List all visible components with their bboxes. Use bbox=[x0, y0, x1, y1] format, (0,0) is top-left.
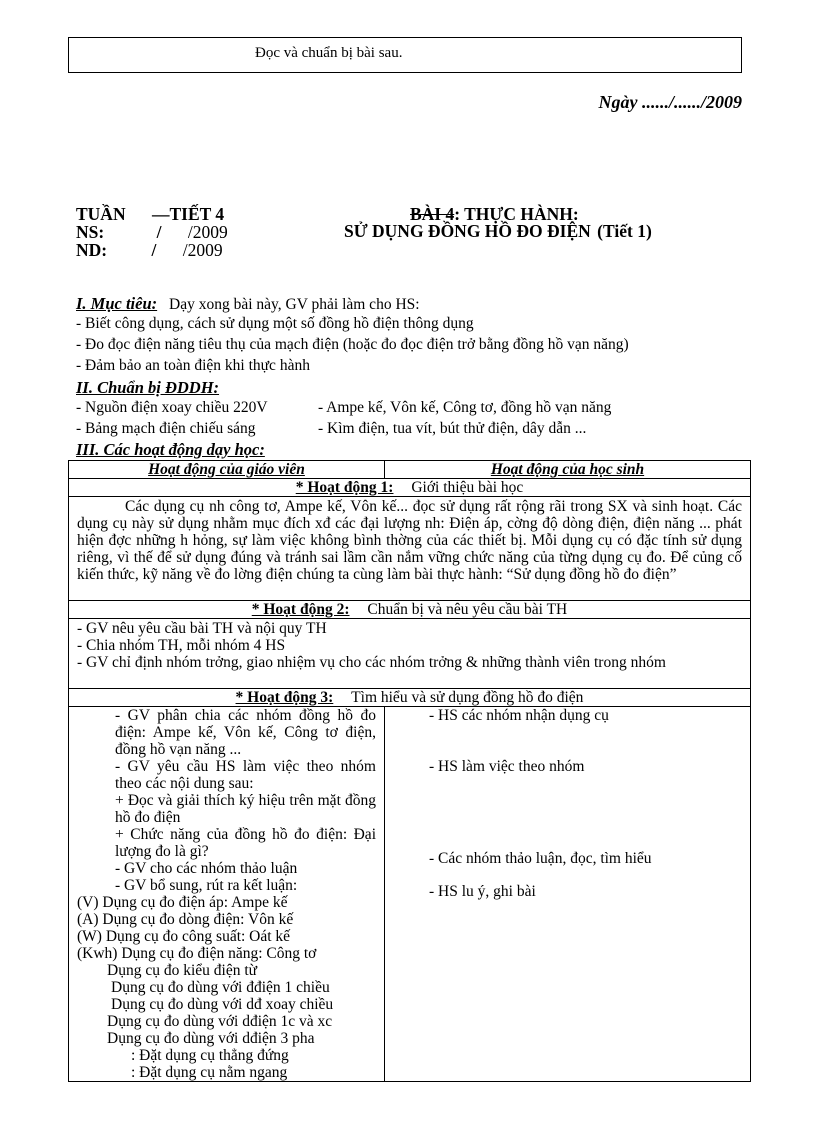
prep-left-item: - Nguồn điện xoay chiều 220V bbox=[76, 399, 268, 416]
student-step: - Các nhóm thảo luận, đọc, tìm hiểu bbox=[429, 850, 652, 867]
activity-3-student bbox=[385, 707, 751, 1082]
nd-slash: / bbox=[151, 240, 157, 260]
conclusion-line: Dụng cụ đo kiểu điện từ bbox=[107, 962, 258, 979]
header-ns bbox=[76, 223, 228, 241]
ns-year: /2009 bbox=[187, 222, 228, 242]
activity-2-title: Chuẩn bị và nêu yêu cầu bài TH bbox=[367, 601, 568, 618]
conclusion-line: Dụng cụ đo dùng với dđiện 3 pha bbox=[107, 1030, 315, 1047]
teacher-step: - GV phân chia các nhóm đồng hồ đo điện: Ampe kế, Vôn kế, Công tơ điện, đồng hồ vạn năng ... bbox=[115, 707, 376, 758]
preparation-label: II. Chuẩn bị ĐDDH: bbox=[76, 378, 220, 397]
prep-left-item: - Bảng mạch điện chiếu sáng bbox=[76, 420, 256, 437]
nd-label: ND: bbox=[76, 240, 108, 260]
ns-slash: / bbox=[156, 222, 162, 242]
ns-label: NS: bbox=[76, 222, 105, 242]
conclusion-line: Dụng cụ đo dùng với dđiện 1c và xc bbox=[107, 1013, 333, 1030]
conclusion-line: (Kwh) Dụng cụ đo điện năng: Công tơ bbox=[77, 945, 317, 962]
activity-2-line: - GV nêu yêu cầu bài TH và nội quy TH bbox=[77, 620, 327, 637]
teacher-step: - GV cho các nhóm thảo luận bbox=[115, 860, 298, 877]
conclusion-line: Dụng cụ đo dùng với đđiện 1 chiều bbox=[111, 979, 330, 996]
activity-1-header bbox=[69, 479, 751, 497]
lesson-title bbox=[344, 222, 652, 240]
header-week bbox=[76, 205, 224, 223]
activity-3-teacher bbox=[69, 707, 385, 1082]
period-label: —TIẾT 4 bbox=[151, 204, 225, 224]
conclusion-line: (A) Dụng cụ đo dòng điện: Vôn kế bbox=[77, 911, 294, 928]
top-note: Đọc và chuẩn bị bài sau. bbox=[255, 45, 403, 61]
student-step: - HS lu ý, ghi bài bbox=[429, 883, 536, 900]
conclusion-line: Dụng cụ đo dùng với dđ xoay chiều bbox=[111, 996, 334, 1013]
teacher-step: + Chức năng của đồng hồ đo điện: Đại lượng đo là gì? bbox=[115, 826, 376, 860]
activity-1-text: Các dụng cụ nh công tơ, Ampe kế, Vôn kế... đọc sử dụng rất rộng rãi trong SX và sinh hoạt. Các dụng cụ này sử dụng nhằm mục đích xđ các đại lượng nh: Điện áp, cờng độ dòng điện, điện năng ... phát hiện đợc những h hỏng, sự làm việc không bình thờng của các thiết bị. Mỗi dụng cụ có đặc tính sử dụng riêng, vì thế để sử dụng đúng và tránh sai lầm cần nắm vững chức năng của từng dụng cụ đo. Để củng cố kiến thức, kỹ năng về đo lờng điện chúng ta cùng làm bài thực hành: “Sử dụng đồng hồ đo điện” bbox=[77, 498, 742, 583]
objectives-intro: Dạy xong bài này, GV phải làm cho HS: bbox=[169, 296, 420, 313]
activity-1-body bbox=[69, 497, 751, 601]
teacher-step: + Đọc và giải thích ký hiệu trên mặt đồng hồ đo điện bbox=[115, 792, 376, 826]
nd-year: /2009 bbox=[182, 240, 223, 260]
activities-table bbox=[68, 460, 751, 1082]
col-header-teacher: Hoạt động của giáo viên bbox=[69, 461, 385, 479]
objective-item: - Đảm bảo an toàn điện khi thực hành bbox=[76, 357, 310, 374]
teacher-step: - GV bổ sung, rút ra kết luận: bbox=[115, 877, 298, 894]
lesson-title-text: SỬ DỤNG ĐỒNG HỒ ĐO ĐIỆN bbox=[344, 221, 591, 241]
lesson-label: BÀI 4 bbox=[410, 204, 455, 224]
header-nd bbox=[76, 241, 223, 259]
objective-item: - Biết công dụng, cách sử dụng một số đồng hồ điện thông dụng bbox=[76, 315, 474, 332]
top-note-box bbox=[68, 37, 742, 73]
student-step: - HS làm việc theo nhóm bbox=[429, 758, 585, 775]
objective-item: - Đo đọc điện năng tiêu thụ của mạch điện (hoặc đo đọc điện trở bằng đồng hồ vạn năng) bbox=[76, 336, 629, 353]
lesson-part: (Tiết 1) bbox=[597, 221, 652, 241]
lesson-heading: : THỰC HÀNH: bbox=[454, 204, 579, 224]
student-step: - HS các nhóm nhận dụng cụ bbox=[429, 707, 609, 724]
activity-2-line: - Chia nhóm TH, mỗi nhóm 4 HS bbox=[77, 637, 286, 654]
activity-2-line: - GV chỉ định nhóm trởng, giao nhiệm vụ cho các nhóm trởng & những thành viên trong nhóm bbox=[77, 654, 666, 671]
section-objectives bbox=[76, 294, 420, 314]
week-label: TUẦN bbox=[76, 204, 126, 224]
conclusion-line: (V) Dụng cụ đo điện áp: Ampe kế bbox=[77, 894, 288, 911]
activity-2-label: * Hoạt động 2: bbox=[251, 601, 350, 618]
teacher-step: - GV yêu cầu HS làm việc theo nhóm theo các nội dung sau: bbox=[115, 758, 376, 792]
activity-1-title: Giới thiệu bài học bbox=[411, 479, 524, 496]
col-header-student: Hoạt động của học sinh bbox=[385, 461, 751, 479]
conclusion-line: (W) Dụng cụ đo công suất: Oát kế bbox=[77, 928, 291, 945]
prep-right-item: - Kìm điện, tua vít, bút thử điện, dây dẫn ... bbox=[318, 420, 587, 437]
prep-right-item: - Ampe kế, Vôn kế, Công tơ, đồng hồ vạn năng bbox=[318, 399, 612, 416]
conclusion-line: : Đặt dụng cụ nằm ngang bbox=[131, 1064, 288, 1081]
activity-3-header bbox=[69, 689, 751, 707]
activity-2-body bbox=[69, 619, 751, 689]
activity-3-title: Tìm hiểu và sử dụng đồng hồ đo điện bbox=[351, 689, 584, 706]
activity-3-label: * Hoạt động 3: bbox=[235, 689, 334, 706]
objectives-label: I. Mục tiêu: bbox=[76, 294, 158, 313]
activity-2-header bbox=[69, 601, 751, 619]
date-line: Ngày ....../....../2009 bbox=[598, 92, 742, 112]
activities-label: III. Các hoạt động dạy học: bbox=[76, 440, 265, 459]
conclusion-line: : Đặt dụng cụ thẳng đứng bbox=[131, 1047, 289, 1064]
activity-1-label: * Hoạt động 1: bbox=[295, 479, 394, 496]
